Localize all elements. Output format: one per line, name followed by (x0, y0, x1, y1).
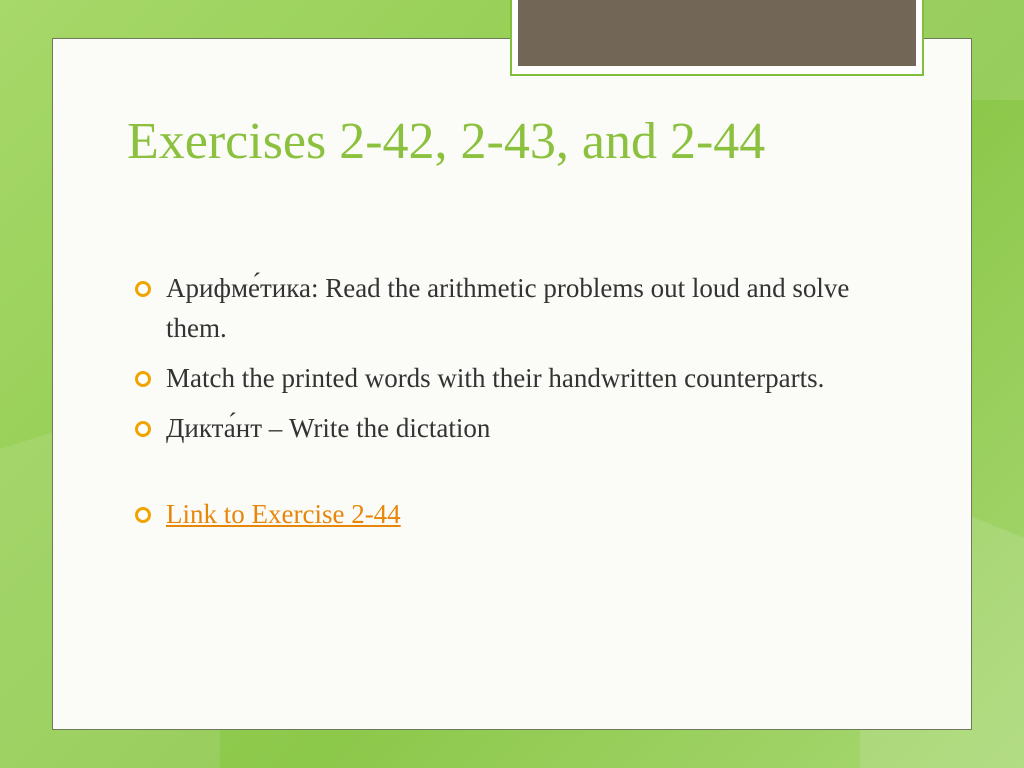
bullet-list (133, 268, 853, 544)
bullet-text: Дикта́нт – Write the dictation (166, 413, 491, 443)
bullet-icon (135, 421, 151, 437)
bullet-text: Match the printed words with their handwritten counterparts. (166, 363, 825, 393)
header-accent-block (518, 0, 916, 66)
exercise-link[interactable]: Link to Exercise 2-44 (166, 499, 401, 529)
bullet-text: Арифме́тика: Read the arithmetic problems out loud and solve them. (166, 273, 850, 343)
bullet-item-arithmetic (133, 268, 853, 348)
bullet-item-link (133, 494, 853, 534)
bullet-item-match-words (133, 358, 853, 398)
bullet-icon (135, 281, 151, 297)
bullet-icon (135, 507, 151, 523)
slide-title: Exercises 2-42, 2-43, and 2-44 (127, 113, 766, 170)
bullet-item-dictation (133, 408, 853, 448)
bullet-icon (135, 371, 151, 387)
